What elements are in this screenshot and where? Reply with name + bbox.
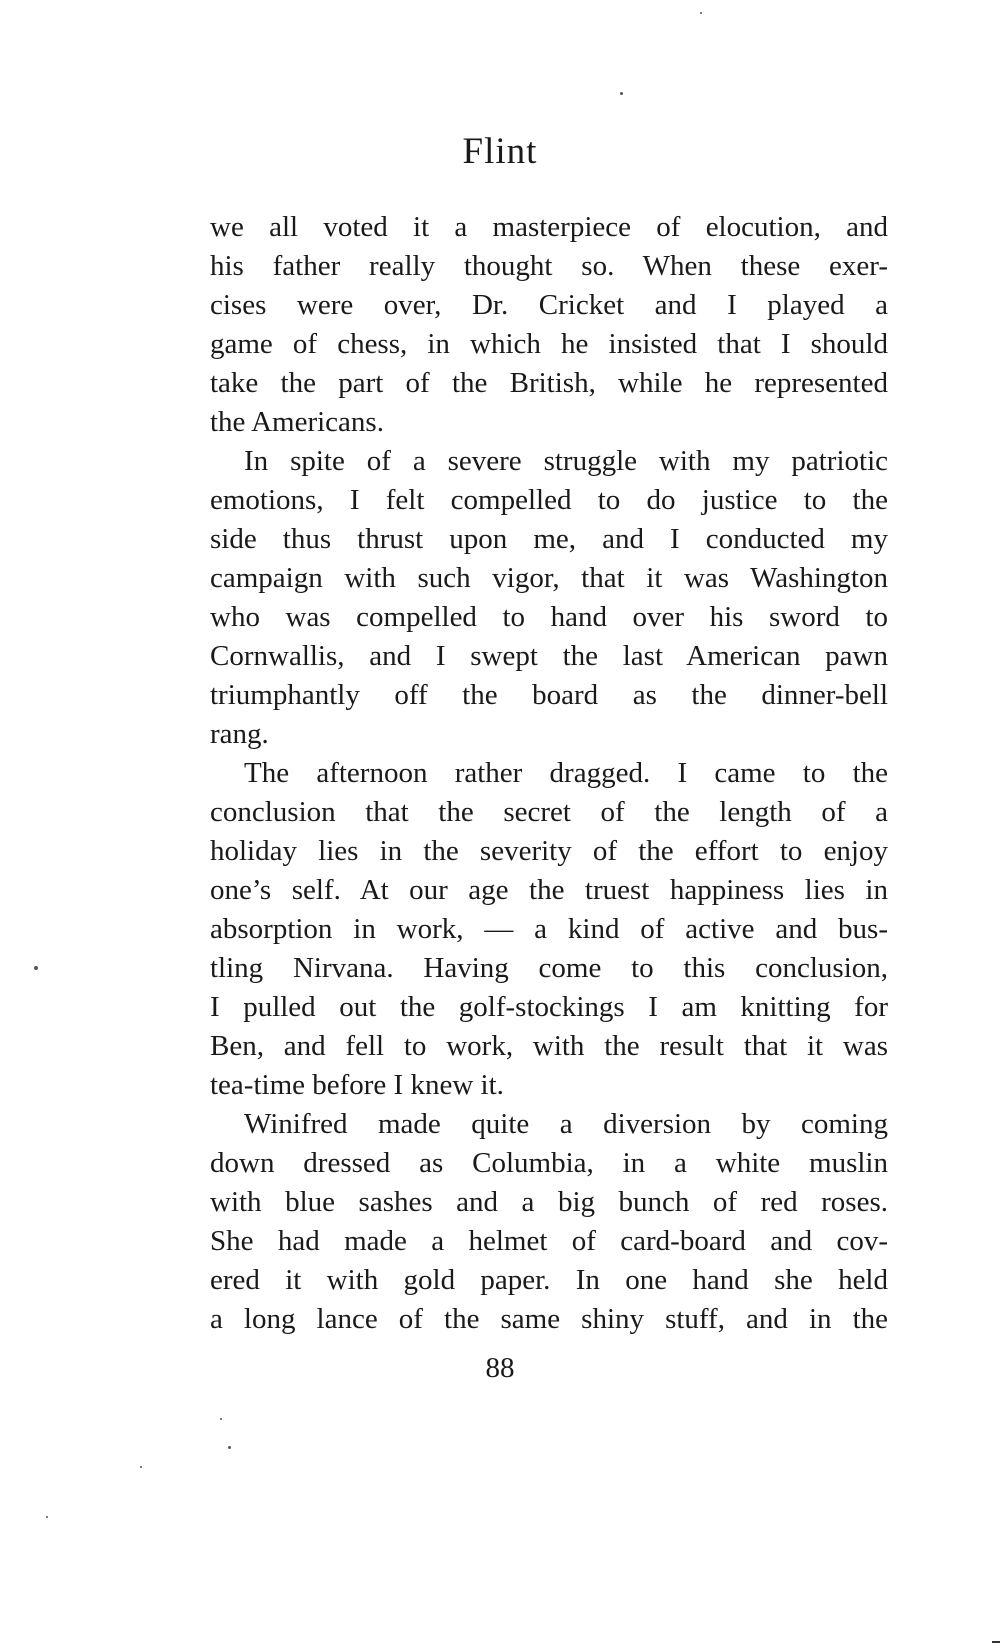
text-line: tea-time before I knew it. [210, 1069, 504, 1101]
text-line: Ben, and fell to work, with the result that it was [210, 1030, 888, 1062]
scan-edge-mark [992, 1641, 1000, 1643]
text-line: game of chess, in which he insisted that I should [210, 328, 888, 360]
text-line: tling Nirvana. Having come to this conclusion, [210, 952, 888, 984]
scan-speck [228, 1446, 231, 1449]
text-line: ered it with gold paper. In one hand she held [210, 1264, 888, 1296]
scan-speck [620, 92, 623, 95]
text-line: rang. [210, 718, 269, 750]
text-line: we all voted it a masterpiece of elocution, and [210, 211, 888, 243]
text-line: his father really thought so. When these exer- [210, 250, 888, 282]
scan-speck [46, 1516, 48, 1518]
text-line: side thus thrust upon me, and I conducted my [210, 523, 888, 555]
scan-speck [34, 966, 38, 970]
text-line: I pulled out the golf-stockings I am knitting for [210, 991, 888, 1023]
text-line: one’s self. At our age the truest happiness lies in [210, 874, 888, 906]
text-line: Winifred made quite a diversion by coming [244, 1108, 888, 1140]
text-line: emotions, I felt compelled to do justice to the [210, 484, 888, 516]
text-line: holiday lies in the severity of the effort to enjoy [210, 835, 888, 867]
scan-speck [140, 1466, 142, 1468]
paragraph [210, 1105, 888, 1339]
scan-speck [220, 1418, 222, 1420]
text-line: down dressed as Columbia, in a white muslin [210, 1147, 888, 1179]
text-line: Cornwallis, and I swept the last American pawn [210, 640, 888, 672]
text-line: who was compelled to hand over his sword to [210, 601, 888, 633]
text-line: conclusion that the secret of the length of a [210, 796, 888, 828]
text-line: In spite of a severe struggle with my patriotic [244, 445, 888, 477]
text-line: the Americans. [210, 406, 384, 438]
text-line: with blue sashes and a big bunch of red roses. [210, 1186, 888, 1218]
text-line: cises were over, Dr. Cricket and I played a [210, 289, 888, 321]
text-line: triumphantly off the board as the dinner-bell [210, 679, 888, 711]
text-line: take the part of the British, while he represented [210, 367, 888, 399]
paragraph [210, 208, 888, 442]
page-number: 88 [485, 1352, 515, 1384]
paragraph [210, 442, 888, 754]
text-line: absorption in work, — a kind of active and bus- [210, 913, 888, 945]
text-line: campaign with such vigor, that it was Washington [210, 562, 888, 594]
running-head: Flint [462, 131, 538, 172]
text-line: The afternoon rather dragged. I came to the [244, 757, 888, 789]
scan-speck [700, 12, 702, 14]
body-text [210, 208, 888, 1339]
text-line: She had made a helmet of card-board and cov- [210, 1225, 888, 1257]
text-line: a long lance of the same shiny stuff, and in the [210, 1303, 888, 1335]
paragraph [210, 754, 888, 1105]
